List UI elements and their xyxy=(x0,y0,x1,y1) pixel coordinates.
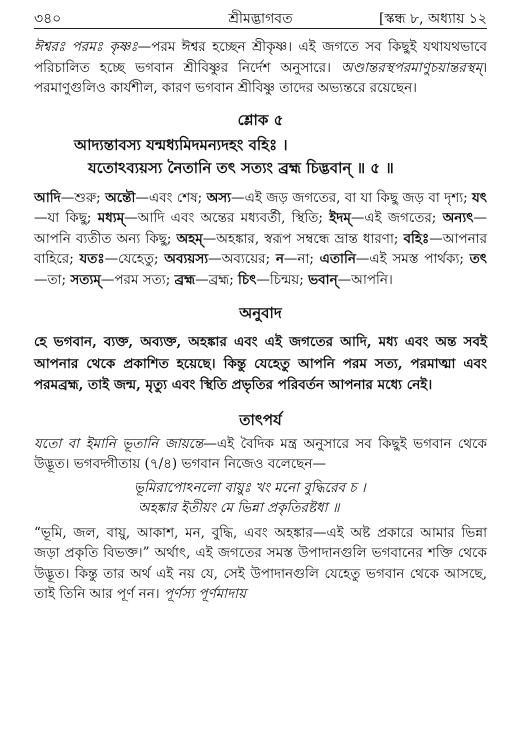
synonym-meaning: —অহঙ্কার, স্বরূপ সম্বন্ধে ভ্রান্ত ধারণা; xyxy=(202,230,404,247)
synonym-meaning: —আপনি। xyxy=(337,271,393,288)
synonym-item xyxy=(70,272,174,288)
translation-text: হে ভগবান, ব্যক্ত, অব্যক্ত, অহঙ্কার এবং এই জগতের আদি, মধ্য এবং অন্ত সবই আপনার থেকে প্রকাশিত হয়েছে। কিন্তু যেহেতু আপনি পরম সত্য, পরমাত্মা এবং পরমব্রহ্ম, তাই জন্ম, মৃত্যু এবং স্থিতি প্রভৃতির পরিবর্তন আপনার মধ্যে নেই। xyxy=(34,334,487,393)
synonym-meaning: —এবং শেষ; xyxy=(135,189,207,206)
paragraph-text: “ভূমি, জল, বায়ু, আকাশ, মন, বুদ্ধি, এবং অহঙ্কার—এই অষ্ট প্রকারে আমার ভিন্না জড়া প্রকৃতি বিভক্ত।” অর্থাৎ, এই জগতের সমস্ত উপাদানগুলি ভগবানের শক্তি থেকে উদ্ভূত। কিন্তু তার অর্থ এই নয় যে, সেই উপাদানগুলি যেহেতু ভগবান থেকে আসছে, তাই তিনি আর পূর্ণ নন। xyxy=(34,524,487,602)
verse-heading: শ্লোক ৫ xyxy=(237,110,284,129)
verse-line-1: আদ্যন্তাবস্য যন্মধ্যমিদমন্যদহং বহিঃ । xyxy=(74,135,288,154)
synonym-meaning: —এই জড় জগতের, বা যা কিছু জড় বা দৃশ্য; xyxy=(231,189,472,206)
synonym-item xyxy=(308,272,393,288)
synonym-word: অস্য xyxy=(206,189,232,206)
verse-line-2: যতোঽব্যয়স্য নৈতানি তৎ সত্যং ব্রহ্ম চিদ্ভবান্‌ ॥ ৫ ॥ xyxy=(88,158,394,177)
synonym-word: যৎ xyxy=(472,189,487,206)
synonym-item xyxy=(34,190,105,206)
purport-paragraph-1 xyxy=(34,434,487,475)
page-header xyxy=(34,4,487,29)
paragraph-text: । পরমাণুগুলিও কার্যশীল, কারণ ভগবান শ্রীবিষ্ণু তাদের অভ্যন্তরে রয়েছেন। xyxy=(34,59,488,96)
vedic-quote: যতো বা ইমানি ভূতানি জায়ন্তে xyxy=(34,435,204,452)
synonym-item xyxy=(98,210,330,226)
synonym-item xyxy=(80,251,165,267)
paragraph-text: —এই বৈদিক মন্ত্র অনুসারে সব কিছুই ভগবান থেকে উদ্ভূত। ভগবদ্গীতায় (৭/৪) ভগবান নিজেও বলেছেন— xyxy=(34,435,488,472)
synonym-word: ইদম্‌ xyxy=(329,210,351,226)
synonym-meaning: —চিন্ময়; xyxy=(256,271,309,288)
synonym-word: আদি xyxy=(34,189,61,206)
synonym-item xyxy=(175,272,239,288)
sanskrit-term: অণ্ডান্তরস্থপরমাণুচয়ান্তরস্থম্‌ xyxy=(340,59,483,76)
sanskrit-term: ঈশ্বরঃ পরমঃ কৃষ্ণঃ xyxy=(34,39,138,55)
synonym-meaning: —আদি এবং অন্তের মধ্যবর্তী, স্থিতি; xyxy=(124,210,330,226)
synonym-word: অন্যৎ xyxy=(442,210,474,226)
synonym-meaning: —আপনি ব্যতীত অন্য কিছু; xyxy=(34,210,487,247)
synonym-meaning: —যা কিছু; xyxy=(34,210,98,226)
synonym-word: অহম্‌ xyxy=(176,230,203,247)
gita-quote-line-2: অহঙ্কার ইতীয়ং মে ভিন্না প্রকৃতিরষ্টধা ॥ xyxy=(138,499,340,516)
synonym-word: এতানি xyxy=(319,251,356,267)
synonym-word: তৎ xyxy=(469,251,488,267)
synonym-meaning: —আপনার বাহিরে; xyxy=(34,230,488,267)
synonym-meaning: —তা; xyxy=(34,271,71,288)
synonyms-paragraph xyxy=(34,188,487,291)
synonym-word: চিৎ xyxy=(238,271,257,288)
synonym-word: ন xyxy=(275,251,284,267)
translation-heading: অনুবাদ xyxy=(239,304,282,322)
paragraph-text: —পরম ঈশ্বর হচ্ছেন শ্রীকৃষ্ণ। এই জগতে সব কিছুই যথাযথভাবে পরিচালিত হচ্ছে ভগবান শ্রীবিষ্ণুর নির্দেশ অনুসারে। xyxy=(34,39,487,76)
synonym-word: অন্তৌ xyxy=(105,189,136,206)
synonym-meaning: —পরম সত্য; xyxy=(100,271,175,288)
synonym-item xyxy=(105,190,207,206)
synonym-item xyxy=(177,231,404,247)
synonym-meaning: —যেহেতু; xyxy=(104,251,165,267)
synonym-word: যতঃ xyxy=(79,251,105,267)
synonym-item xyxy=(329,210,442,226)
synonym-item xyxy=(164,251,276,267)
synonym-word: সত্যম্‌ xyxy=(70,271,101,288)
synonym-meaning: —এই সমস্ত পার্থক্য; xyxy=(355,251,470,267)
synonym-item xyxy=(207,190,472,206)
continuation-paragraph xyxy=(34,37,487,99)
purport-paragraph-2 xyxy=(34,523,487,605)
sanskrit-term: পূর্ণস্য পূর্ণমাদায় xyxy=(163,586,247,602)
synonym-word: ভবান্‌ xyxy=(308,271,338,288)
synonym-word: মধ্যম্‌ xyxy=(97,210,125,226)
section-label: [স্কন্ধ ৮, অধ্যায় ১২ xyxy=(378,11,487,27)
synonym-meaning: —না; xyxy=(283,251,320,267)
synonym-meaning: —শুরু; xyxy=(60,189,106,206)
gita-quote-line-1: ভূমিরাপোঽনলো বায়ুঃ খং মনো বুদ্ধিরেব চ । xyxy=(134,479,366,496)
purport-heading: তাৎপর্য xyxy=(239,410,282,429)
synonym-item xyxy=(276,251,320,267)
synonym-meaning: —অব্যয়ের; xyxy=(208,251,276,267)
book-title: শ্রীমদ্ভাগবত xyxy=(228,11,293,27)
synonym-meaning: —এই জগতের; xyxy=(350,210,443,226)
synonym-meaning: —ব্রহ্ম; xyxy=(195,271,239,288)
synonym-word: বহিঃ xyxy=(403,230,430,247)
synonym-word: অব্যয়স্য xyxy=(164,251,209,267)
synonym-item xyxy=(320,251,470,267)
page-number: ৩৪০ xyxy=(34,11,62,27)
synonym-word: ব্রহ্ম xyxy=(174,271,196,288)
synonym-item xyxy=(238,272,308,288)
